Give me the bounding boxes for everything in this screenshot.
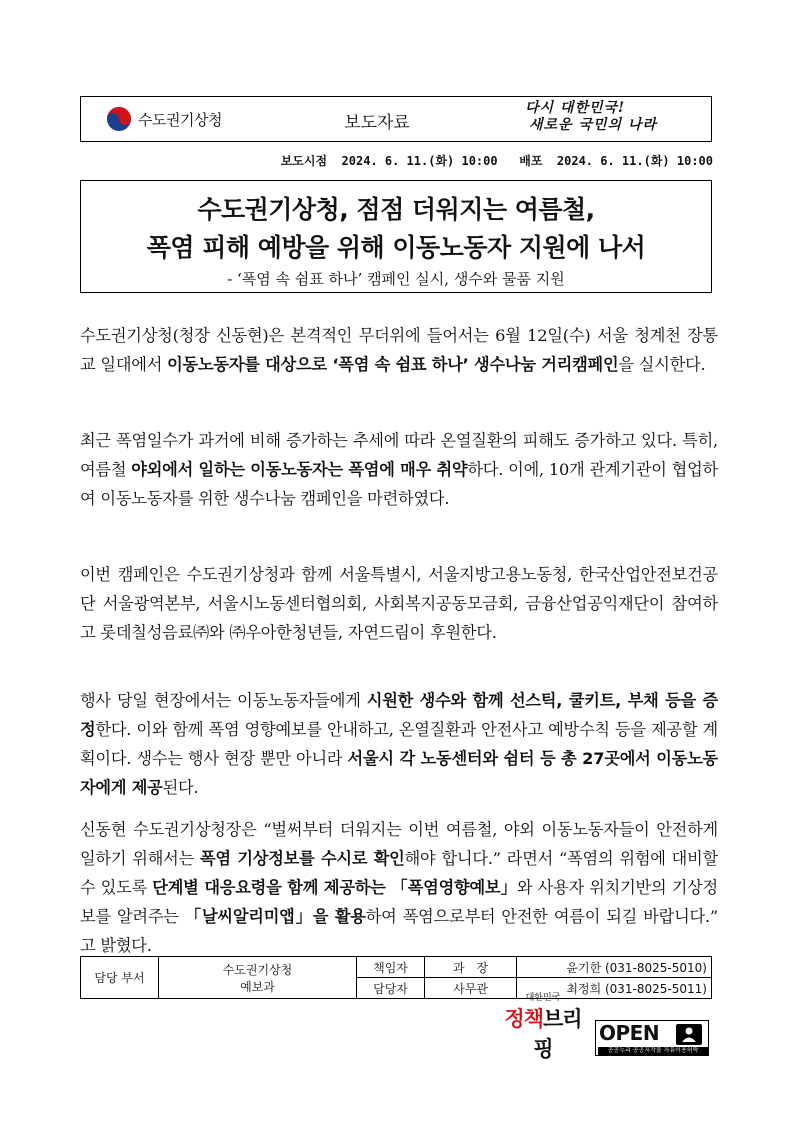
paragraph-5 bbox=[80, 815, 718, 960]
policy-logo-part-b: 브리핑 bbox=[533, 1007, 582, 1061]
person-glyph-icon bbox=[676, 1024, 702, 1045]
subtitle: - ‘폭염 속 쉼표 하나’ 캠페인 실시, 생수와 물품 지원 bbox=[227, 270, 565, 288]
text-run: 신동현 수도권기상청장은 “벌써부터 더워지는 이번 여름철, 야외 이동노동자들이 안전하게 일하기 위해서는 bbox=[80, 820, 718, 868]
contact-table bbox=[80, 956, 712, 999]
agency-logo bbox=[106, 101, 246, 137]
role-cell: 담당자 bbox=[357, 978, 425, 999]
slogan bbox=[525, 100, 700, 138]
policy-briefing-logo bbox=[497, 990, 589, 1061]
dept-label: 담당 부서 bbox=[81, 957, 159, 999]
open-text: OPEN bbox=[599, 1021, 660, 1045]
taegeuk-icon bbox=[106, 106, 132, 132]
text-run: 행사 당일 현장에서는 이동노동자들에게 bbox=[80, 691, 367, 710]
text-run: 와 사용자 위치기반의 기상정보를 알려주는 bbox=[80, 878, 718, 926]
slogan-line-2: 새로운 국민의 나라 bbox=[529, 117, 657, 133]
dept-name bbox=[159, 957, 357, 999]
bold-run: 시원한 생수와 함께 선스틱, 쿨키트, 부채 등을 증정 bbox=[80, 691, 718, 739]
open-subtitle: 공공누리 공공저작물 자유이용허락 bbox=[598, 1047, 708, 1055]
agency-name: 수도권기상청 bbox=[138, 111, 222, 129]
bold-run: 「날씨알리미앱」을 활용 bbox=[184, 907, 366, 926]
dept-line-2: 예보과 bbox=[240, 979, 275, 994]
text-run: 된다. bbox=[162, 778, 199, 797]
doc-type-label: 보도자료 bbox=[344, 113, 410, 133]
text-run: 수도권기상청(청장 신동현)은 본격적인 무더위에 들어서는 6월 12일(수) 서울 청계천 장통교 일대에서 bbox=[80, 326, 718, 374]
bold-run: 폭염 기상정보를 수시로 확인 bbox=[200, 849, 405, 868]
title-cell: 사무관 bbox=[425, 978, 517, 999]
person-icon bbox=[676, 1024, 702, 1045]
person-cell: 윤기한 (031-8025-5010) bbox=[517, 957, 712, 978]
release-info: 보도시점 2024. 6. 11.(화) 10:00 배포 2024. 6. 11.(화) 10:00 bbox=[280, 154, 713, 168]
title-line-2: 폭염 피해 예방을 위해 이동노동자 지원에 나서 bbox=[146, 233, 646, 262]
slogan-line-1: 다시 대한민국! bbox=[525, 100, 626, 116]
text-run: 을 실시한다. bbox=[618, 355, 706, 374]
dept-line-1: 수도권기상청 bbox=[222, 962, 293, 977]
paragraph-4 bbox=[80, 686, 718, 802]
text-run: 하여 폭염으로부터 안전한 여름이 되길 바랍니다.” 고 밝혔다. bbox=[80, 907, 718, 955]
table-row bbox=[81, 957, 712, 978]
bold-run: 야외에서 일하는 이동노동자는 폭염에 매우 취약 bbox=[131, 460, 468, 479]
text-run: 한다. 이와 함께 폭염 영향예보를 안내하고, 온열질환과 안전사고 예방수칙 등을 제공할 계획이다. 생수는 행사 현장 뿐만 아니라 bbox=[80, 720, 718, 768]
role-cell: 책임자 bbox=[357, 957, 425, 978]
policy-logo-small: 대한민국 bbox=[525, 993, 561, 1003]
paragraph-1 bbox=[80, 321, 718, 379]
person-cell: 최정희 (031-8025-5011) bbox=[517, 978, 712, 999]
paragraph-3 bbox=[80, 560, 718, 647]
bold-run: 단계별 대응요령을 함께 제공하는 「폭염영향예보」 bbox=[152, 878, 517, 897]
kogl-open-logo bbox=[595, 1020, 709, 1056]
policy-logo-part-a: 정책 bbox=[504, 1007, 543, 1031]
paragraph-2 bbox=[80, 426, 718, 513]
title-cell: 과 장 bbox=[425, 957, 517, 978]
text-run: 해야 합니다.” 라면서 “폭염의 위험에 대비할 수 있도록 bbox=[80, 849, 718, 897]
bold-run: 서울시 각 노동센터와 쉼터 등 총 27곳에서 이동노동자에게 제공 bbox=[80, 749, 718, 797]
policy-logo-text bbox=[497, 1003, 589, 1063]
title-line-1: 수도권기상청, 점점 더워지는 여름철, bbox=[197, 195, 595, 224]
text-run: 최근 폭염일수가 과거에 비해 증가하는 추세에 따라 온열질환의 피해도 증가하고 있다. 특히, 여름철 bbox=[80, 431, 718, 479]
text-run: 이번 캠페인은 수도권기상청과 함께 서울특별시, 서울지방고용노동청, 한국산업안전보건공단 서울광역본부, 서울시노동센터협의회, 사회복지공동모금회, 금융산업공익재단이 참여하고 롯데칠성음료㈜와 ㈜우아한청년들, 자연드림이 후원한다. bbox=[80, 565, 718, 642]
bold-run: 이동노동자를 대상으로 ‘폭염 속 쉼표 하나’ 생수나눔 거리캠페인 bbox=[167, 355, 619, 374]
text-run: 하다. 이에, 10개 관계기관이 협업하여 이동노동자를 위한 생수나눔 캠페인을 마련하였다. bbox=[80, 460, 718, 508]
